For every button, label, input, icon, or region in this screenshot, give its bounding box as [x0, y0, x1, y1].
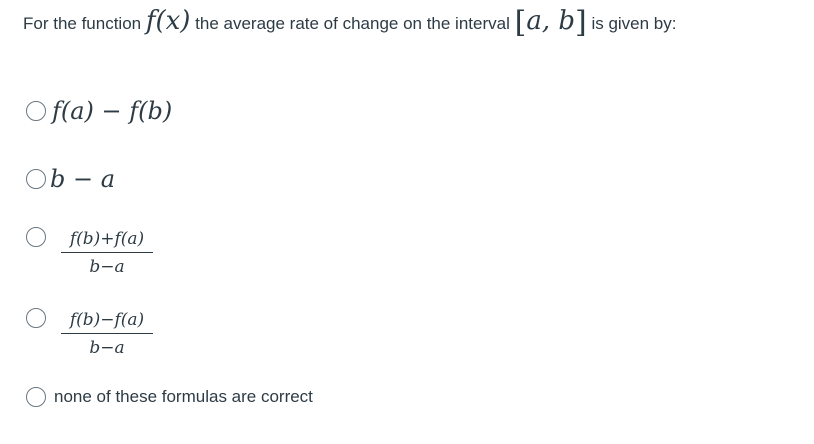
answer-option-1-expression: f(a) − f(b) — [52, 97, 173, 125]
interval-close-bracket: ] — [575, 5, 587, 40]
interval-open-bracket: [ — [514, 5, 527, 40]
radio-button-3[interactable] — [26, 227, 46, 247]
answer-option-5[interactable] — [26, 387, 313, 407]
answer-option-3[interactable] — [26, 227, 46, 247]
fraction-denominator: b−a — [89, 338, 125, 358]
question-intro: For the function — [23, 14, 146, 33]
radio-button-1[interactable] — [26, 101, 46, 121]
fraction-numerator: f(b)+f(a) — [61, 229, 153, 253]
radio-button-4[interactable] — [26, 308, 46, 328]
answer-option-1[interactable] — [26, 97, 172, 125]
answer-option-2-expression: b − a — [50, 165, 116, 193]
fraction-denominator: b−a — [89, 257, 125, 277]
answer-option-2[interactable] — [26, 165, 115, 193]
answer-option-5-label: none of these formulas are correct — [54, 387, 313, 406]
radio-button-2[interactable] — [26, 169, 46, 189]
answer-option-3-fraction — [61, 229, 153, 277]
answer-option-4[interactable] — [26, 308, 46, 328]
question-end: is given by: — [586, 14, 677, 33]
function-notation: f(x) — [145, 6, 191, 36]
question-middle: the average rate of change on the interval — [190, 14, 515, 33]
fraction-numerator: f(b)−f(a) — [61, 310, 153, 334]
answer-option-4-fraction — [61, 310, 153, 358]
question-text — [23, 5, 743, 40]
interval-endpoints: a, b — [526, 6, 575, 36]
radio-button-5[interactable] — [26, 387, 46, 407]
